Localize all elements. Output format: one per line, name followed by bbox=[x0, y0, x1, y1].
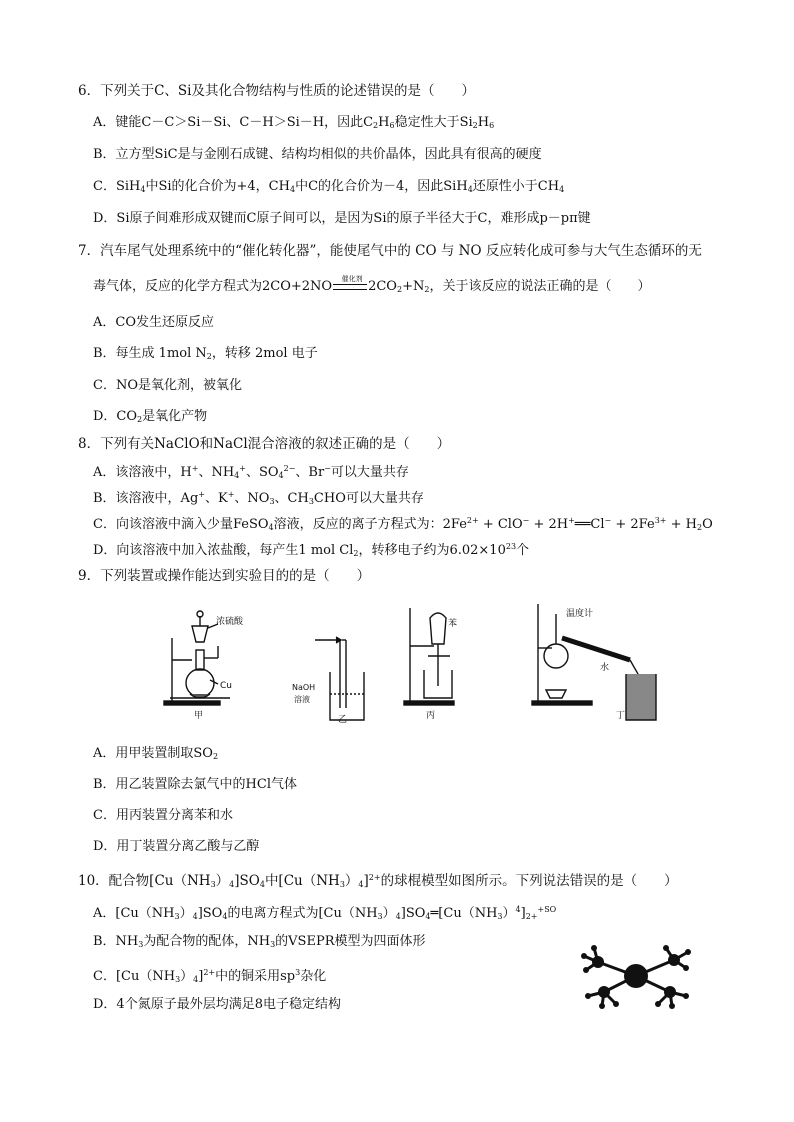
q10-option-c: C．$[Cu(NH_3)_4]^{2+}$中的铜采用$sp^3$杂化 bbox=[93, 968, 327, 984]
yi-label: 乙 bbox=[338, 715, 348, 725]
q8-option-c: C．向该溶液中滴入少量FeSO$_4$溶液，反应的离子方程式为：$2Fe^{2+} + ClO^-$ + 2H+══Cl− + $2Fe^{3+} + H_2O$ bbox=[93, 516, 713, 532]
bing-label: 丙 bbox=[426, 711, 436, 721]
q7-option-a: A．CO发生还原反应 bbox=[93, 315, 214, 330]
apparatus-ding bbox=[532, 604, 656, 721]
q10-option-a: A．$[Cu(NH_3)_4]SO_4$的电离方程式为$[Cu(NH_3)_4]SO_4═[Cu(NH_3)^4]_{2+}^{+SO}$ bbox=[93, 905, 557, 921]
apparatus-yi bbox=[292, 637, 364, 725]
cu-label: Cu bbox=[220, 681, 232, 691]
q10-option-d: D．4个氮原子最外层均满足8电子稳定结构 bbox=[93, 997, 341, 1012]
q9-option-a: A．用甲装置制取$SO_2$ bbox=[93, 746, 219, 761]
q7-option-c: C．NO是氧化剂，被氧化 bbox=[93, 378, 242, 393]
apparatus-figure bbox=[160, 598, 680, 728]
water-label: 水 bbox=[600, 663, 610, 673]
q6-option-d: D．Si原子间难形成双键而C原子间可以，是因为Si的原子半径大于C，难形成p－pπ键 bbox=[93, 211, 591, 226]
q6-option-b: B．立方型SiC是与金刚石成键、结构均相似的共价晶体，因此具有很高的硬度 bbox=[93, 147, 542, 162]
apparatus-jia bbox=[164, 611, 244, 721]
q6-stem: 6．下列关于C、Si及其化合物结构与性质的论述错误的是（ ） bbox=[78, 83, 475, 99]
q6-option-a: A．键能C－C＞Si－Si、C－H＞Si－H，因此$C_2H_6$稳定性大于$Si_2H_6$ bbox=[93, 115, 495, 130]
q9-option-d: D．用丁装置分离乙酸与乙醇 bbox=[93, 839, 260, 854]
q7-stem-line1: 7．汽车尾气处理系统中的“催化转化器”，能使尾气中的 CO 与 NO 反应转化成可参与大气生态循环的无 bbox=[78, 243, 702, 259]
q9-stem: 9．下列装置或操作能达到实验目的的是（ ） bbox=[78, 568, 371, 584]
q9-option-c: C．用丙装置分离苯和水 bbox=[93, 808, 233, 823]
apparatus-bing bbox=[404, 608, 457, 721]
q10-option-b: B．$NH_3$为配合物的配体，$NH_3$的VSEPR模型为四面体形 bbox=[93, 934, 426, 949]
catalyst-equals-sign: 催化剂 bbox=[332, 279, 368, 295]
ball-and-stick-model bbox=[574, 940, 704, 1010]
q6-option-c: C．SiH$_4$中Si的化合价为+4，$CH_4$中C的化合价为－4，因此SiH$_4$还原性小于$CH_4$ bbox=[93, 179, 565, 194]
q7-stem-line2: 毒气体，反应的化学方程式为2CO+2NO 催化剂 $2CO_2+N_2$，关于该反应的说法正确的是（ ） bbox=[93, 275, 651, 294]
q8-option-d: D．向该溶液中加入浓盐酸，每产生1 mol $Cl_2$，转移电子约为$6.02\times 10^{23}$个 bbox=[93, 542, 530, 558]
q8-option-a: A．该溶液中，H+、$NH_4^+$、$SO_4^{2-}$、Br−可以大量共存 bbox=[93, 464, 409, 480]
q10-stem: 10．配合物$[Cu(NH_3)_4]SO_4$中$[Cu(NH_3)_4]^{2+}$的球棍模型如图所示。下列说法错误的是（ ） bbox=[78, 873, 678, 889]
acid-label: 浓硫酸 bbox=[216, 617, 244, 627]
q8-option-b: B．该溶液中，Ag+、K+、$NO_3$、$CH_3CHO$可以大量共存 bbox=[93, 490, 424, 506]
thermo-label: 温度计 bbox=[566, 609, 594, 619]
q9-option-b: B．用乙装置除去氯气中的HCl气体 bbox=[93, 777, 297, 792]
q8-stem: 8．下列有关NaClO和NaCl混合溶液的叙述正确的是（ ） bbox=[78, 436, 451, 452]
benzene-label: 苯 bbox=[448, 619, 458, 629]
ding-label: 丁 bbox=[616, 711, 626, 721]
naoh-label-2: 溶液 bbox=[294, 695, 310, 704]
q7-option-d: D．$CO_2$是氧化产物 bbox=[93, 409, 208, 424]
jia-label: 甲 bbox=[194, 711, 204, 721]
naoh-label-1: NaOH bbox=[292, 683, 316, 692]
q7-option-b: B．每生成 1mol $N_2$，转移 2mol 电子 bbox=[93, 346, 318, 361]
